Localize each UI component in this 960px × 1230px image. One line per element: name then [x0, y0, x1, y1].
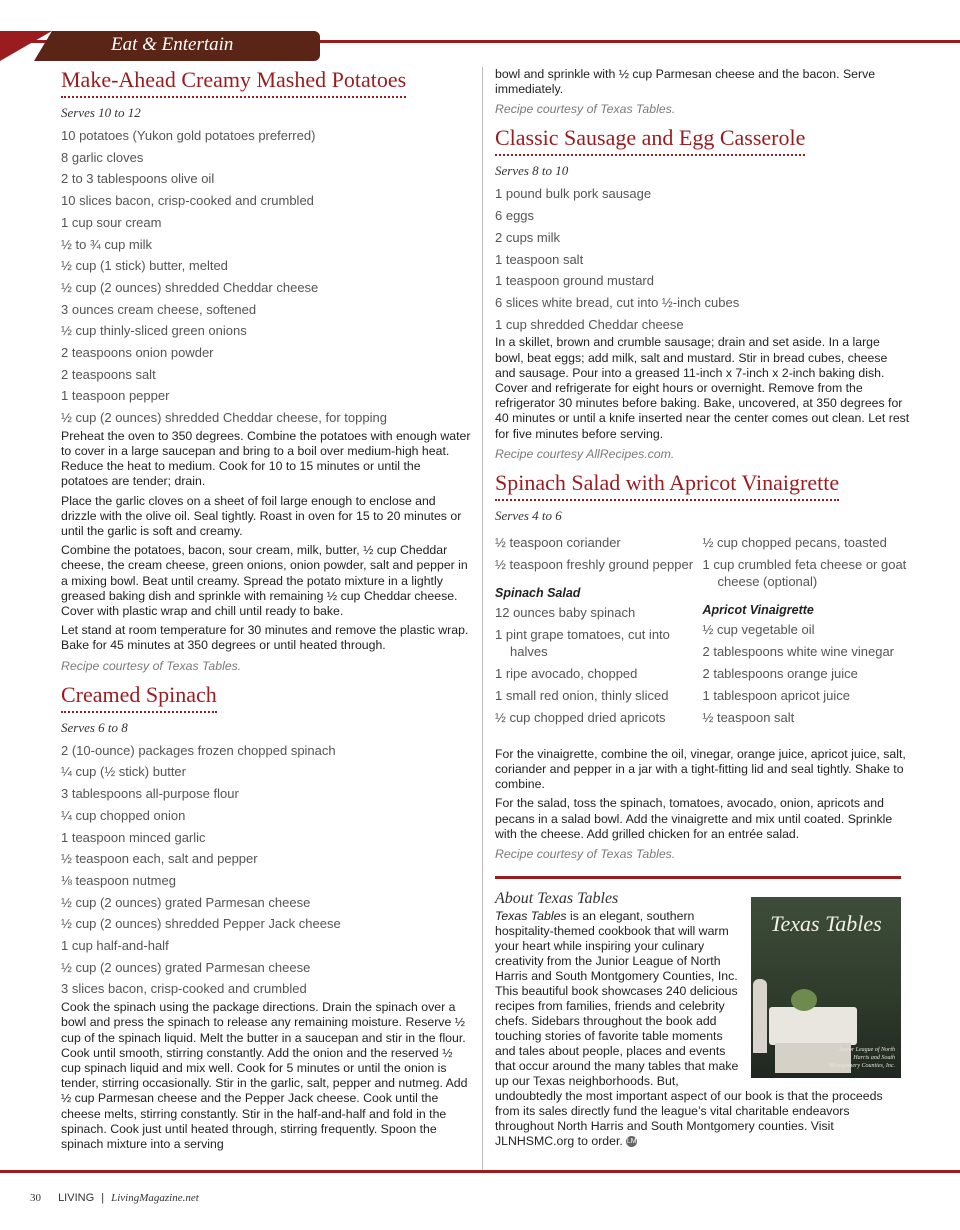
ingredient: ½ cup (2 ounces) grated Parmesan cheese [61, 894, 311, 910]
chair-shape [753, 979, 767, 1053]
ingredient: 6 slices white bread, cut into ½-inch cubes [495, 294, 740, 310]
ingredient-list [495, 183, 910, 335]
recipe-title: Classic Sausage and Egg Casserole [495, 125, 805, 156]
ingredient: 6 eggs [495, 208, 535, 224]
salad-ingredient-grid [495, 534, 910, 731]
left-column [61, 67, 471, 1156]
instruction: In a skillet, brown and crumble sausage; drain and set aside. In a large bowl, beat eggs; add milk, salt and mustard. Stir in bread cubes, cheese and sausage. Pour into a greased 11-inch x 7-inch x 2-inch baking dish. Cover and refrigerate for eight hours or overnight. Remove from the refrigerator 30 minutes before baking. Bake, uncovered, at 350 degrees for 40 minutes or until a knife inserted near the center comes out clean. Let rest for five minutes before serving. [495, 335, 910, 441]
salad-column-left [495, 534, 703, 731]
ingredient: ½ teaspoon each, salt and pepper [61, 851, 258, 867]
ingredient: ½ cup (2 ounces) shredded Pepper Jack cheese [61, 916, 341, 932]
ingredient: 10 potatoes (Yukon gold potatoes preferred) [61, 128, 316, 143]
bouquet-shape [791, 989, 817, 1011]
recipe-serves: Serves 6 to 8 [61, 719, 128, 735]
ingredient: 1 small red onion, thinly sliced [495, 687, 669, 703]
instruction: Preheat the oven to 350 degrees. Combine the potatoes with enough water to cover in a large saucepan and bring to a boil over medium-high heat. Reduce the heat to medium. Cook for 10 to 15 minutes or until the potatoes are tender; drain. [61, 428, 471, 489]
ingredient: 1 pound bulk pork sausage [495, 186, 652, 202]
ingredient: 2 cups milk [495, 229, 561, 245]
ingredient: 10 slices bacon, crisp-cooked and crumbled [61, 193, 314, 209]
ingredient: ¼ cup chopped onion [61, 807, 186, 823]
instruction: Cook the spinach using the package directions. Drain the spinach over a bowl and press the spinach to release any remaining moisture. Reserve ½ cup of the spinach liquid. Melt the butter in a saucepan and stir in the flour. Cook until smooth, stirring constantly. Add the onion and the reserved ½ cup spinach liquid and mix well. Cook for 5 minutes or until the onion is tender, stirring occasionally. Stir in the garlic, salt, pepper and nutmeg. Add ½ cup Parmesan cheese and the Pepper Jack cheese. Cook until the cheese melts, stirring constantly. Stir in the half-and-half and fold in the spinach. Cook just until heated through, stirring frequently. Spoon the spinach mixture into a serving [61, 1000, 468, 1151]
about-rule [495, 876, 901, 879]
ingredient: ½ to ¾ cup milk [61, 236, 153, 252]
recipe-serves: Serves 10 to 12 [61, 105, 141, 120]
ingredient: 2 tablespoons white wine vinegar [702, 643, 895, 659]
recipe-mashed-potatoes [61, 67, 471, 674]
ingredient: 2 teaspoons onion powder [61, 345, 214, 361]
ingredient: ½ cup (1 stick) butter, melted [61, 258, 228, 274]
recipe-sausage-egg-casserole [495, 125, 910, 461]
book-name: Texas Tables [495, 909, 567, 923]
footer-rule [0, 1170, 960, 1173]
recipe-credit: Recipe courtesy AllRecipes.com. [495, 446, 675, 461]
instruction: Place the garlic cloves on a sheet of foil large enough to enclose and drizzle with the olive oil. Seal tightly. Roast in oven for 15 to 20 minutes or until the garlic is soft and creamy. [61, 493, 462, 539]
instruction-continued: bowl and sprinkle with ½ cup Parmesan cheese and the bacon. Serve immediately. [495, 67, 876, 97]
page-number: 30 [30, 1192, 41, 1204]
ingredient: 2 teaspoons salt [61, 366, 156, 382]
ingredient: 2 to 3 tablespoons olive oil [61, 171, 215, 187]
recipe-spinach-salad [495, 470, 910, 862]
ingredient-list [61, 740, 471, 1000]
book-cover-image [751, 897, 901, 1078]
cover-title: Texas Tables [770, 911, 882, 936]
end-mark-icon: LM [626, 1138, 637, 1146]
recipe-title: Make-Ahead Creamy Mashed Potatoes [61, 67, 406, 98]
ingredient: 1 pint grape tomatoes, cut into halves [495, 626, 670, 659]
ingredient: 1 ripe avocado, chopped [495, 665, 638, 681]
ingredient: 3 tablespoons all-purpose flour [61, 786, 239, 802]
salad-column-right [703, 534, 911, 731]
ingredient: 2 (10-ounce) packages frozen chopped spinach [61, 742, 336, 758]
recipe-credit: Recipe courtesy of Texas Tables. [61, 658, 242, 673]
ingredient: 12 ounces baby spinach [495, 604, 636, 620]
recipe-serves: Serves 8 to 10 [495, 163, 569, 179]
ingredient: ½ cup (2 ounces) grated Parmesan cheese [61, 959, 311, 975]
ingredient: ⅛ teaspoon nutmeg [61, 872, 176, 888]
recipe-credit: Recipe courtesy of Texas Tables. [495, 102, 676, 117]
ingredient: ½ cup chopped pecans, toasted [702, 534, 887, 550]
right-column [495, 67, 910, 870]
ingredient: ½ cup (2 ounces) shredded Cheddar cheese [61, 279, 319, 295]
ingredient: ½ teaspoon salt [702, 709, 795, 725]
ingredient: 2 tablespoons orange juice [702, 665, 858, 681]
ingredient: 3 ounces cream cheese, softened [61, 301, 257, 317]
about-heading: About Texas Tables [495, 890, 619, 907]
instruction: For the vinaigrette, combine the oil, vinegar, orange juice, apricot juice, salt, coriander and pepper in a jar with a tight-fitting lid and seal tightly. Shake to combine. [495, 746, 906, 792]
column-divider [482, 67, 483, 1172]
magazine-name: LIVING [58, 1192, 95, 1204]
instruction: Let stand at room temperature for 30 minutes and remove the plastic wrap. Bake for 45 minutes at 350 degrees or until heated through. [61, 623, 469, 653]
footer-separator: | [101, 1192, 105, 1204]
ingredient: 1 teaspoon pepper [61, 388, 170, 404]
recipe-title: Spinach Salad with Apricot Vinaigrette [495, 470, 839, 501]
ingredient: 3 slices bacon, crisp-cooked and crumbled [61, 981, 307, 997]
ingredient: 1 cup shredded Cheddar cheese [495, 316, 684, 332]
recipe-title: Creamed Spinach [61, 682, 217, 713]
ingredient: 1 cup half-and-half [61, 938, 169, 954]
instruction: Combine the potatoes, bacon, sour cream, milk, butter, ½ cup Cheddar cheese, the cream cheese, green onions, onion powder, salt and pepper in a mixing bowl. Beat until creamy. Spread the potato mixture in a lightly greased baking dish and sprinkle with remaining ½ cup Cheddar cheese. Cover with plastic wrap and chill until ready to bake. [61, 543, 468, 619]
page-footer [30, 1192, 199, 1204]
table-shape [769, 1007, 857, 1045]
website-link[interactable]: LivingMagazine.net [111, 1192, 199, 1204]
ingredient: 1 cup crumbled feta cheese or goat cheese (optional) [702, 556, 907, 589]
ingredient: ½ cup thinly-sliced green onions [61, 323, 247, 339]
about-body-text: is an elegant, southern hospitality-themed cookbook that will warm your heart while inspiring your culinary creativity from the Junior League of North Harris and South Montgomery Counties, Inc. This beautiful book showcases 240 delicious recipes from families, friends and celebrity chefs. Sidebars throughout the book add touching stories of favorite table moments and tales about people, places and events that occur around the many tables that make up our Texas neighborhoods. But, undoubtedly the most important aspect of our book is that the proceeds from its sales directly fund the league’s vital charitable endeavors throughout North Harris and South Montgomery counties. Visit JLNHSMC.org to order. [495, 909, 883, 1148]
ingredient: ½ cup (2 ounces) shredded Cheddar cheese, for topping [61, 410, 387, 426]
salad-subhead: Spinach Salad [495, 585, 581, 600]
recipe-serves: Serves 4 to 6 [495, 507, 562, 523]
ingredient: 1 teaspoon salt [495, 251, 584, 267]
instruction: For the salad, toss the spinach, tomatoes, avocado, onion, apricots and pecans in a salad bowl. Add the vinaigrette and mix until coated. Sprinkle with the cheese. Add grilled chicken for an entrée salad. [495, 796, 893, 841]
ingredient: ½ teaspoon freshly ground pepper [495, 556, 694, 572]
ingredient: 8 garlic cloves [61, 149, 144, 165]
recipe-creamed-spinach [61, 682, 471, 1152]
about-texas-tables [495, 889, 901, 1149]
cover-subtitle: Junior League of North Harris and South Montgomery Counties, Inc. [829, 1047, 895, 1069]
ingredient: ½ cup chopped dried apricots [495, 709, 666, 725]
ingredient: ¼ cup (½ stick) butter [61, 764, 186, 780]
ingredient: 1 cup sour cream [61, 214, 162, 230]
ingredient: 1 tablespoon apricot juice [702, 687, 850, 703]
ingredient: ½ teaspoon coriander [495, 534, 621, 550]
ingredient: 1 teaspoon ground mustard [495, 273, 654, 289]
section-title: Eat & Entertain [111, 34, 234, 55]
recipe-credit: Recipe courtesy of Texas Tables. [495, 846, 676, 861]
ingredient: 1 teaspoon minced garlic [61, 829, 206, 845]
vinaigrette-subhead: Apricot Vinaigrette [702, 602, 814, 617]
ingredient-list [61, 125, 471, 429]
ingredient: ½ cup vegetable oil [702, 621, 815, 637]
